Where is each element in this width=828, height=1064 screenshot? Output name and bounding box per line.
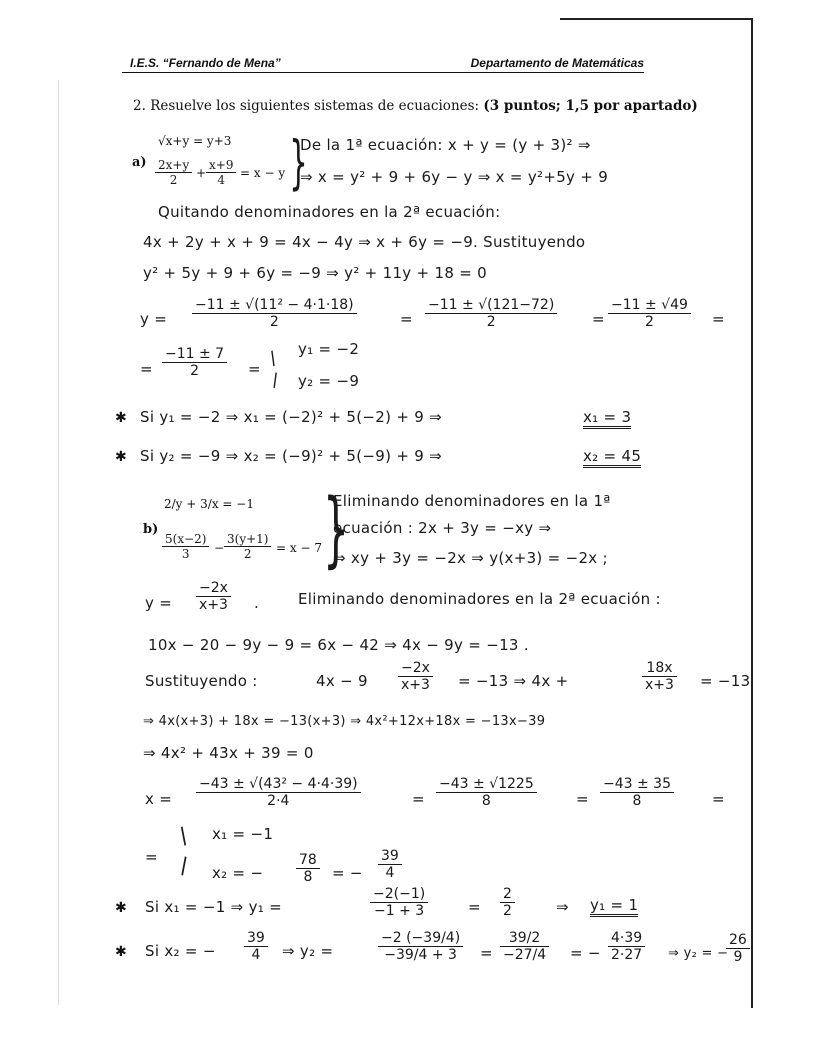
part-a-label: a) <box>132 155 147 170</box>
page-border-left <box>58 80 59 1005</box>
part-b-eq2-frac1: $\frac{5(x-2)}{3}$ <box>162 532 209 561</box>
part-b-eq-sign3: = <box>712 790 725 808</box>
part-a-eq-sign2: = <box>592 310 605 328</box>
part-b-y-prefix: y = <box>145 594 173 612</box>
part-b-eq1: 2/y + 3/x = −1 <box>164 497 254 511</box>
problem-points: (3 puntos; 1,5 por apartado) <box>483 98 698 114</box>
page-border-right <box>751 18 753 1008</box>
school-name: I.E.S. “Fernando de Mena” <box>130 56 281 70</box>
asterisk-icon: ✱ <box>115 410 127 426</box>
part-b-si1-arrow: ⇒ <box>556 898 569 916</box>
part-b-sust-b: = −13 ⇒ 4x + <box>458 672 569 690</box>
part-b-si2-eq2: = − <box>570 944 601 962</box>
part-b-y-frac: $\frac{-2x}{x+3}$ <box>196 580 231 613</box>
part-a-line3: Quitando denominadores en la 2ª ecuación: <box>158 203 501 221</box>
part-b-dot: . <box>254 594 260 612</box>
part-b-x1: x₁ = −1 <box>212 825 274 843</box>
department-name: Departamento de Matemáticas <box>470 56 644 70</box>
page-header <box>122 52 644 73</box>
branch-down-icon: \ <box>267 369 283 392</box>
part-b-x2-frac1: $\frac{78}{8}$ <box>296 852 320 885</box>
part-b-si2-arrow: ⇒ y₂ = <box>282 942 334 960</box>
part-b-line2: ecuación : 2x + 3y = −xy ⇒ <box>333 519 552 537</box>
part-a-si2: Si y₂ = −9 ⇒ x₂ = (−9)² + 5(−9) + 9 ⇒ <box>140 447 443 465</box>
part-b-quad-prefix: x = <box>145 790 173 808</box>
part-b-line3: ⇒ xy + 3y = −2x ⇒ y(x+3) = −2x ; <box>333 549 608 567</box>
part-a-quad-frac1: $\frac{\text{−11 ± √(11² − 4·1·18)}}{2}$ <box>192 297 357 330</box>
part-b-si2-res-frac: $\frac{26}{9}$ <box>726 932 750 965</box>
asterisk-icon: ✱ <box>115 944 127 960</box>
problem-statement <box>133 98 698 114</box>
part-b-eq2-rest: = x − 7 <box>276 541 322 555</box>
part-a-eq-sign1: = <box>400 310 413 328</box>
part-b-eq-sign2: = <box>576 790 589 808</box>
part-a-quad-prefix: y = <box>140 310 168 328</box>
asterisk-icon: ✱ <box>115 900 127 916</box>
part-a-plus: + <box>196 166 207 180</box>
part-a-brace: } <box>289 128 308 196</box>
part-a-si2-result: x₂ = 45 <box>583 447 641 465</box>
part-b-si2-frac3: $\frac{4\cdot 39}{2\cdot 27}$ <box>608 930 645 963</box>
part-b-label: b) <box>143 522 159 537</box>
part-b-line5: 10x − 20 − 9y − 9 = 6x − 42 ⇒ 4x − 9y = −13 . <box>148 636 529 654</box>
part-b-eq-sign1: = <box>412 790 425 808</box>
part-a-eq2-frac2: $\frac{x+9}{4}$ <box>206 158 236 187</box>
part-b-si1-eq: = <box>468 898 481 916</box>
part-b-sust-label: Sustituyendo : <box>145 672 258 690</box>
part-b-x2-frac2: $\frac{39}{4}$ <box>378 848 402 881</box>
part-b-line4: Eliminando denominadores en la 2ª ecuación : <box>298 590 661 608</box>
part-a-eq2-rest: = x − y <box>240 166 286 180</box>
part-a-quad-frac2: $\frac{-11 \pm √(121-72)}{2}$ <box>425 297 557 330</box>
part-b-quad-frac2: $\frac{-43 \pm √1225}{8}$ <box>436 776 537 809</box>
part-a-y1: y₁ = −2 <box>298 340 360 358</box>
part-a-eq2-frac1: $\frac{2x+y}{2}$ <box>155 158 192 187</box>
part-b-sust-frac2: $\frac{18x}{x+3}$ <box>642 660 677 693</box>
problem-text: Resuelve los siguientes sistemas de ecuaciones: <box>150 98 480 114</box>
branch-up-icon: / <box>174 823 194 850</box>
part-b-eq-sign4: = <box>145 848 158 866</box>
part-b-si1-result: y₁ = 1 <box>590 896 638 914</box>
asterisk-icon: ✱ <box>115 449 127 465</box>
branch-up-icon: / <box>265 347 281 370</box>
part-a-quad-frac3: $\frac{-11 \pm √49}{2}$ <box>608 297 691 330</box>
part-b-sust-frac1: $\frac{-2x}{x+3}$ <box>398 660 433 693</box>
part-a-line4: 4x + 2y + x + 9 = 4x − 4y ⇒ x + 6y = −9. Sustituyendo <box>143 233 586 251</box>
part-b-line7: ⇒ 4x² + 43x + 39 = 0 <box>143 744 314 762</box>
part-b-sust-a: 4x − 9 <box>316 672 368 690</box>
part-b-x2-eq: = − <box>332 864 363 882</box>
part-a-line2: ⇒ x = y² + 9 + 6y − y ⇒ x = y²+5y + 9 <box>300 168 609 186</box>
part-b-si1-frac: $\frac{-2(-1)}{-1 + 3}$ <box>370 886 428 919</box>
part-b-si2-eq1: = <box>480 944 493 962</box>
part-b-quad-frac3: $\frac{-43 \pm 35}{8}$ <box>600 776 674 809</box>
part-b-si2-frac2: $\frac{39/2}{-27/4}$ <box>500 930 549 963</box>
part-b-quad-frac1: $\frac{\text{−43 ± √(43² − 4·4·39)}}{2\cdot 4}$ <box>196 776 361 809</box>
part-b-si2-res: ⇒ y₂ = − <box>668 946 729 961</box>
part-b-si1: Si x₁ = −1 ⇒ y₁ = <box>145 898 282 916</box>
part-a-line1: De la 1ª ecuación: x + y = (y + 3)² ⇒ <box>300 136 591 154</box>
page-border-top <box>560 18 753 20</box>
part-a-eq-sign4: = <box>140 360 153 378</box>
part-a-si1: Si y₁ = −2 ⇒ x₁ = (−2)² + 5(−2) + 9 ⇒ <box>140 408 443 426</box>
part-a-si1-result: x₁ = 3 <box>583 408 631 426</box>
part-b-line1: Eliminando denominadores en la 1ª <box>333 492 611 510</box>
part-b-minus: − <box>214 541 225 555</box>
part-a-y2: y₂ = −9 <box>298 372 360 390</box>
part-a-eq1: √x+y = y+3 <box>158 134 232 148</box>
part-a-eq-sign3: = <box>712 310 725 328</box>
part-b-sust-c: = −13 <box>700 672 751 690</box>
part-a-result-frac: $\frac{-11 \pm 7}{2}$ <box>162 346 227 379</box>
part-b-si1-frac2: $\frac{2}{2}$ <box>500 886 515 919</box>
problem-number: 2. <box>133 98 146 114</box>
part-b-si2-x-frac: $\frac{39}{4}$ <box>244 930 268 963</box>
part-b-eq2-frac2: $\frac{3(y+1)}{2}$ <box>224 532 271 561</box>
branch-down-icon: \ <box>174 853 194 880</box>
part-b-si2: Si x₂ = − <box>145 942 216 960</box>
part-b-line6: ⇒ 4x(x+3) + 18x = −13(x+3) ⇒ 4x²+12x+18x = −13x−39 <box>143 714 546 729</box>
part-b-brace: } <box>323 482 350 577</box>
part-a-line5: y² + 5y + 9 + 6y = −9 ⇒ y² + 11y + 18 = 0 <box>143 264 488 282</box>
part-b-x2-pre: x₂ = − <box>212 864 264 882</box>
part-a-eq-sign5: = <box>248 360 261 378</box>
part-b-si2-frac1: $\frac{-2 (-39/4)}{-39/4 + 3}$ <box>378 930 463 963</box>
